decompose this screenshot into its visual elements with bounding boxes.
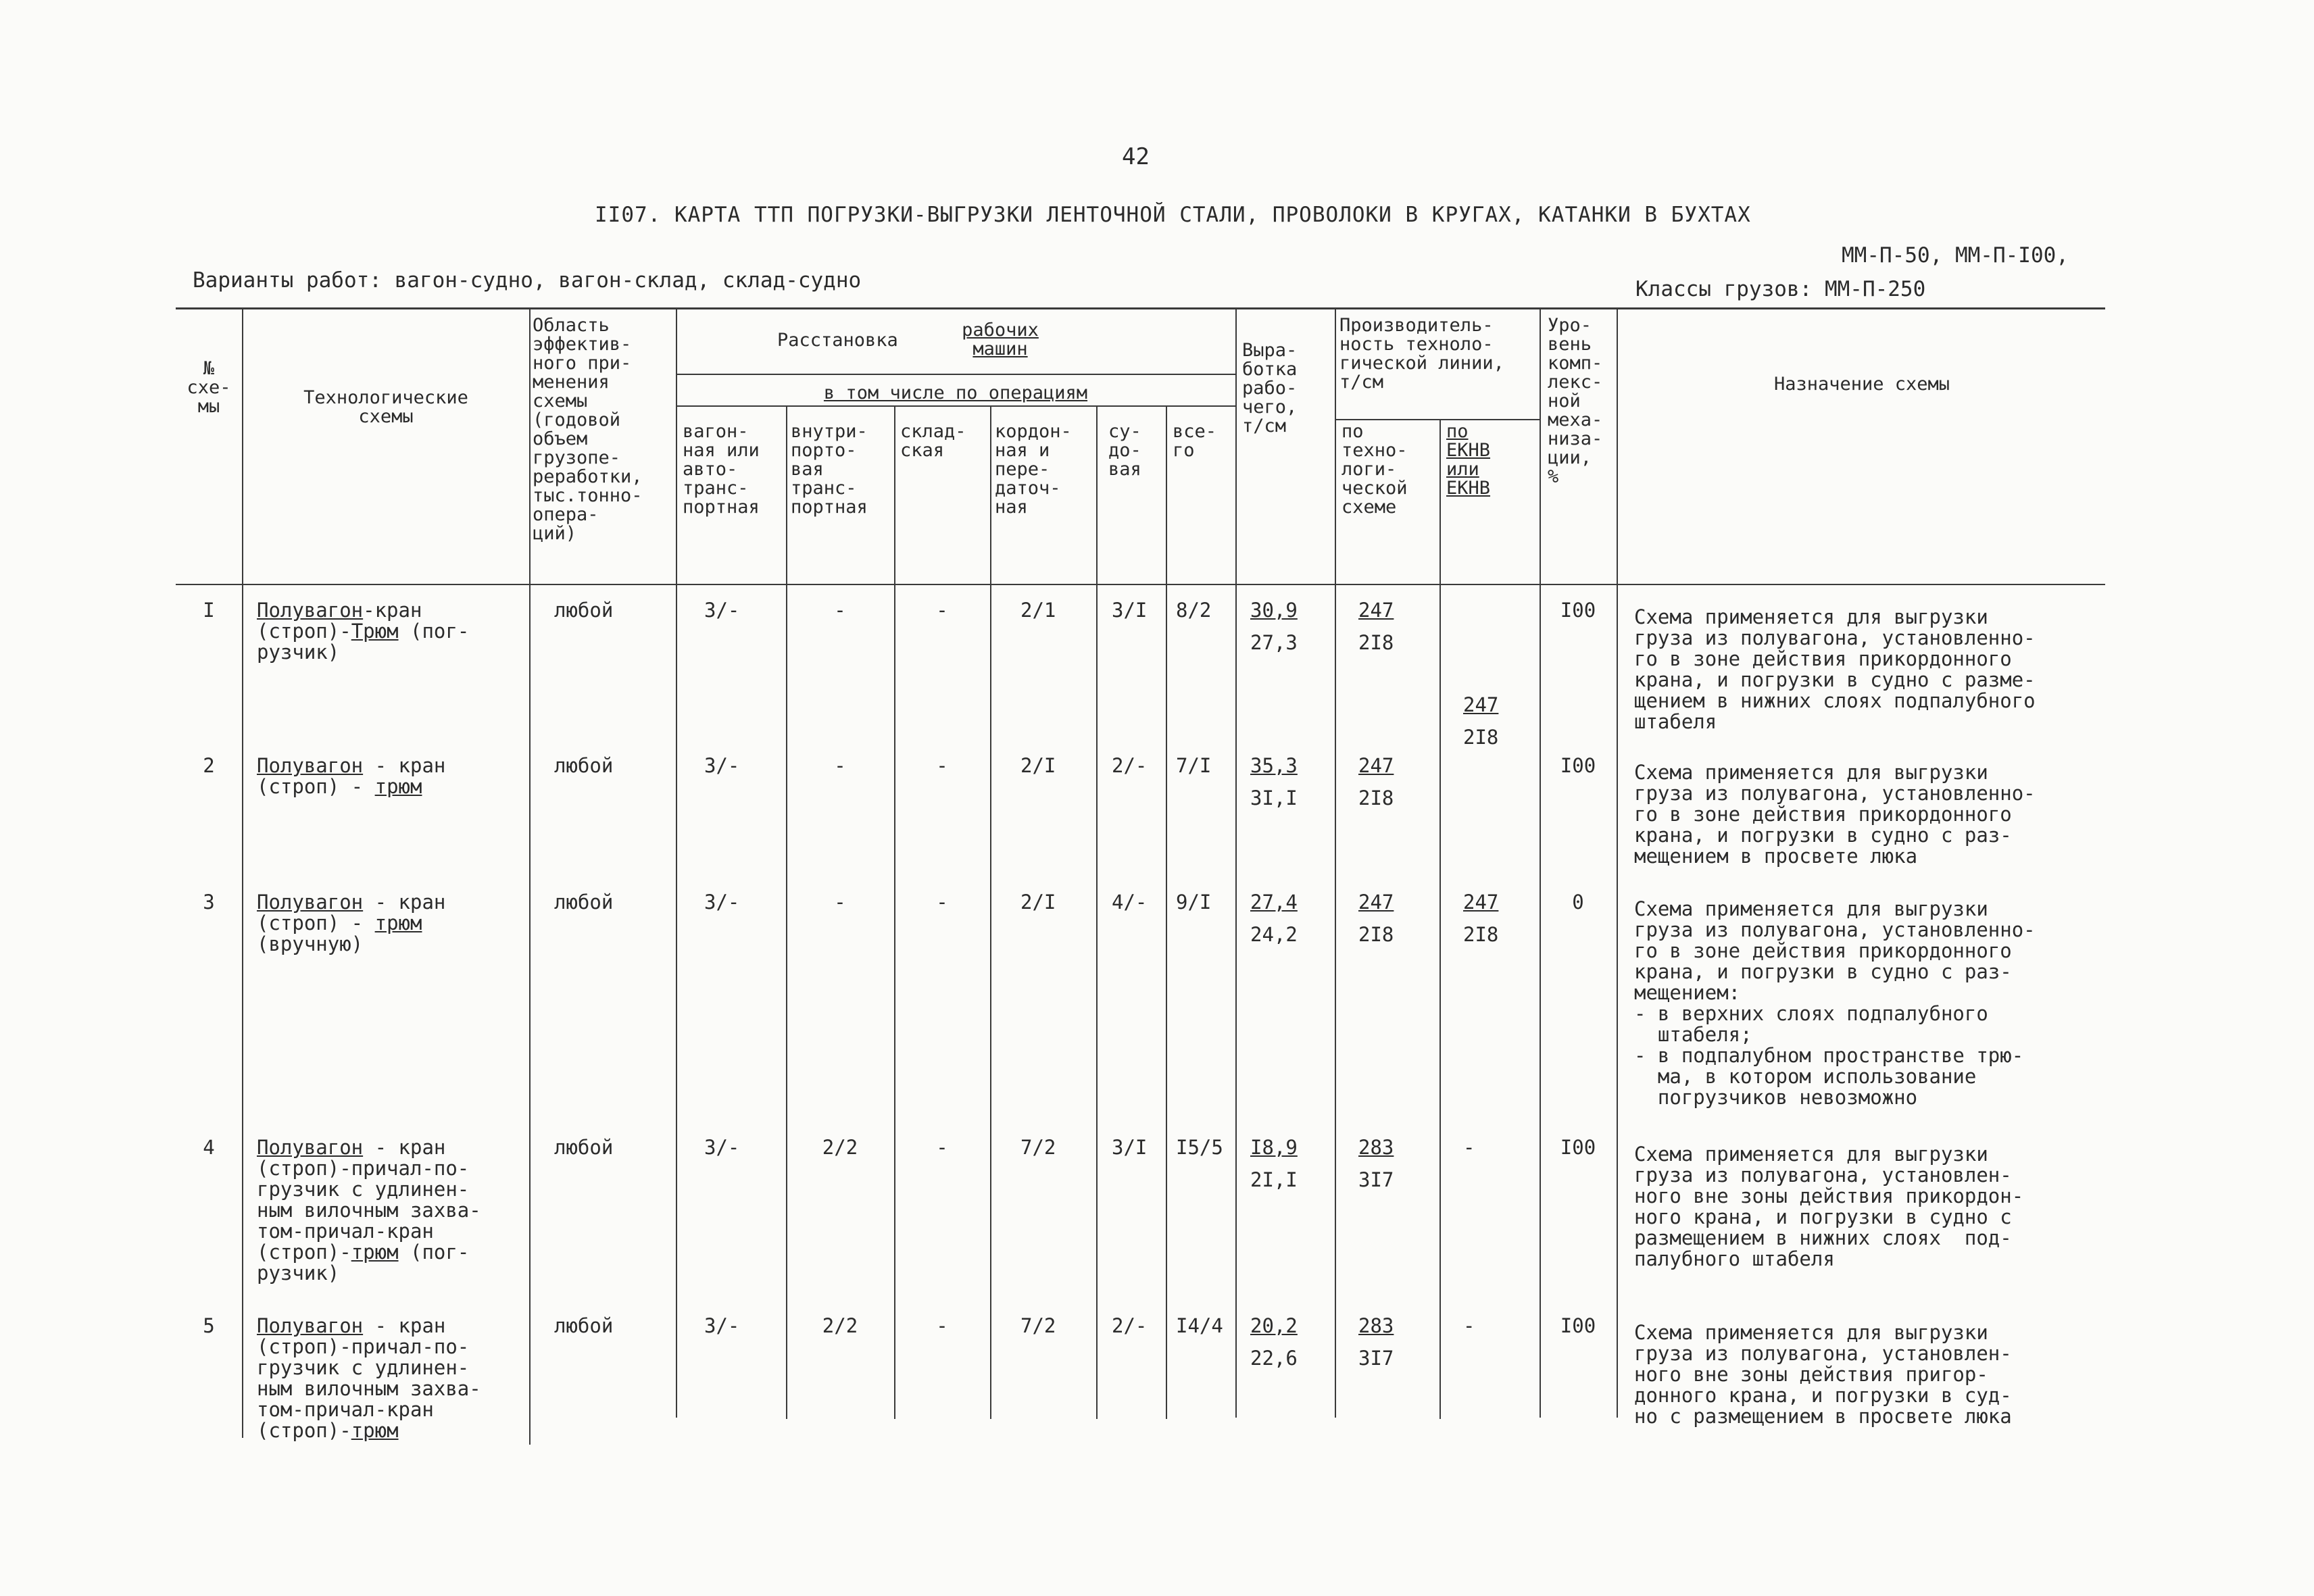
header-internal: внутри- порто- вая транс- портная	[791, 421, 868, 518]
row-wagon: 3/-	[704, 1136, 740, 1159]
row-ekhnv-bottom: 2I8	[1463, 923, 1499, 946]
row-tech-bottom: 3I7	[1358, 1347, 1394, 1370]
row-area: любой	[554, 891, 614, 914]
row-output-bottom: 27,3	[1250, 631, 1298, 654]
header-purpose: Назначение схемы	[1773, 374, 1950, 395]
row-output-bottom: 2I,I	[1250, 1168, 1298, 1191]
header-wagon: вагон- ная или авто- транс- портная	[683, 421, 760, 518]
col-divider	[1166, 405, 1167, 1419]
header-scheme: Технологические схемы	[303, 387, 468, 427]
row-tech-bottom: 2I8	[1358, 923, 1394, 946]
row-area: любой	[554, 1136, 614, 1159]
row-output-top: 30,9	[1250, 599, 1298, 622]
row-wagon: 3/-	[704, 599, 740, 622]
table-header-bottom-border	[176, 584, 2105, 585]
header-including-ops: в том числе по операциям	[823, 382, 1088, 403]
row-wagon: 3/-	[704, 1314, 740, 1337]
row-ekhnv-bottom: 2I8	[1463, 726, 1499, 749]
row-area: любой	[554, 1314, 614, 1337]
col-divider	[1540, 309, 1541, 1418]
row-purpose: Схема применяется для выгрузки груза из полувагона, установленно- го в зоне действия прикордонного крана, и погрузки в судно с раз- мещением в просвете люка	[1634, 761, 2036, 868]
row-total: I4/4	[1176, 1314, 1223, 1337]
row-wagon: 3/-	[704, 754, 740, 777]
header-num: № схе- мы	[187, 358, 231, 417]
row-kordon: 2/I	[1020, 754, 1056, 777]
col-divider	[1096, 405, 1098, 1419]
row-internal: -	[834, 599, 846, 622]
row-total: I5/5	[1176, 1136, 1223, 1159]
row-tech-top: 247	[1358, 891, 1394, 914]
row-scheme: Полувагон-кран (строп)-Трюм (пог- рузчик)	[257, 599, 470, 664]
col-divider	[529, 309, 531, 1445]
row-mech: I00	[1560, 1314, 1596, 1337]
col-divider	[990, 405, 991, 1419]
row-warehouse: -	[936, 891, 948, 914]
row-internal: 2/2	[822, 1314, 858, 1337]
row-warehouse: -	[936, 1136, 948, 1159]
row-num: 5	[203, 1314, 215, 1337]
row-tech-bottom: 3I7	[1358, 1168, 1394, 1191]
header-subdivider	[676, 374, 1235, 375]
row-scheme: Полувагон - кран (строп) - трюм	[257, 754, 446, 798]
col-divider	[1335, 309, 1336, 1418]
header-area: Область эффектив- ного при- менения схемы (годовой объем грузопе- реработки, тыс.тонно- опера- ций)	[533, 315, 643, 544]
row-ekhnv-top: 247	[1463, 693, 1499, 716]
row-internal: 2/2	[822, 1136, 858, 1159]
row-output-top: 27,4	[1250, 891, 1298, 914]
header-warehouse: склад- ская	[900, 421, 966, 461]
row-purpose: Схема применяется для выгрузки груза из полувагона, установлен- ного вне зоны действия прикордон- ного крана, и погрузки в судно с размещением в нижних слоях под- палубного штабеля	[1634, 1143, 2024, 1270]
row-ekhnv-top: -	[1463, 1136, 1475, 1159]
row-tech-top: 283	[1358, 1136, 1394, 1159]
row-warehouse: -	[936, 754, 948, 777]
cargo-classes-line1: ММ-П-50, ММ-П-I00,	[1842, 243, 2069, 268]
row-mech: I00	[1560, 1136, 1596, 1159]
row-num: 3	[203, 891, 215, 914]
row-total: 9/I	[1176, 891, 1212, 914]
page-number: 42	[1122, 143, 1150, 170]
row-output-bottom: 22,6	[1250, 1347, 1298, 1370]
row-ship: 3/I	[1112, 599, 1148, 622]
row-kordon: 7/2	[1020, 1136, 1056, 1159]
row-wagon: 3/-	[704, 891, 740, 914]
header-mech-level: Уро- вень комп- лекс- ной меха- низа- ции, %	[1548, 315, 1603, 487]
header-subdivider	[1335, 419, 1540, 420]
row-output-top: 35,3	[1250, 754, 1298, 777]
row-scheme: Полувагон - кран (строп) - трюм (вручную)	[257, 891, 446, 955]
row-mech: I00	[1560, 599, 1596, 622]
table-top-border	[176, 307, 2105, 309]
row-tech-bottom: 2I8	[1358, 787, 1394, 809]
row-ship: 3/I	[1112, 1136, 1148, 1159]
work-variants: Варианты работ: вагон-судно, вагон-склад, склад-судно	[193, 268, 862, 293]
row-purpose: Схема применяется для выгрузки груза из полувагона, установленно- го в зоне действия прикордонного крана, и погрузки в судно с разме- щением в нижних слоях подпалубного штабеля	[1634, 605, 2036, 733]
col-divider	[676, 309, 677, 1418]
header-kordon: кордон- ная и пере- даточ- ная	[995, 421, 1072, 518]
row-internal: -	[834, 754, 846, 777]
row-total: 7/I	[1176, 754, 1212, 777]
row-output-top: 20,2	[1250, 1314, 1298, 1337]
row-ship: 2/-	[1112, 1314, 1148, 1337]
header-by-ekhnv: по ЕКНВ или ЕКНВ	[1446, 421, 1491, 499]
row-mech: I00	[1560, 754, 1596, 777]
row-scheme: Полувагон - кран (строп)-причал-по- грузчик с удлинен- ным вилочным захва- том-причал-кран (строп)-трюм (пог- рузчик)	[257, 1136, 481, 1285]
col-divider	[1439, 419, 1441, 1419]
header-output: Выра- ботка рабо- чего, т/см	[1242, 340, 1298, 437]
row-warehouse: -	[936, 1314, 948, 1337]
header-ship: су- до- вая	[1108, 421, 1141, 480]
row-total: 8/2	[1176, 599, 1212, 622]
row-num: 4	[203, 1136, 215, 1159]
col-divider	[242, 309, 243, 1438]
row-tech-bottom: 2I8	[1358, 631, 1394, 654]
row-purpose: Схема применяется для выгрузки груза из полувагона, установлен- ного вне зоны действия пригор- донного крана, и погрузки в суд- но с размещением в просвете люка	[1634, 1321, 2012, 1428]
row-num: 2	[203, 754, 215, 777]
row-area: любой	[554, 754, 614, 777]
header-workers-machines: рабочих машин	[962, 320, 1039, 359]
header-by-tech: по техно- логи- ческой схеме	[1341, 421, 1408, 518]
row-purpose: Схема применяется для выгрузки груза из полувагона, установленно- го в зоне действия прикордонного крана, и погрузки в судно с раз- мещением: - в верхних слоях подпалубного штабеля; - в подпалубном пространстве трю- ма, в котором использование погрузчиков невозможно	[1634, 897, 2036, 1109]
row-num: I	[203, 599, 215, 622]
row-ship: 2/-	[1112, 754, 1148, 777]
row-output-bottom: 24,2	[1250, 923, 1298, 946]
header-subdivider	[676, 405, 1235, 407]
row-output-bottom: 3I,I	[1250, 787, 1298, 809]
row-kordon: 7/2	[1020, 1314, 1056, 1337]
row-kordon: 2/I	[1020, 891, 1056, 914]
row-mech: 0	[1572, 891, 1584, 914]
header-placement: Расстановка	[777, 330, 898, 351]
header-total: все- го	[1173, 421, 1217, 461]
row-scheme: Полувагон - кран (строп)-причал-по- грузчик с удлинен- ным вилочным захва- том-причал-кран (строп)-трюм	[257, 1314, 481, 1442]
header-productivity: Производитель- ность техноло- гической линии, т/см	[1339, 315, 1504, 393]
row-internal: -	[834, 891, 846, 914]
row-tech-top: 247	[1358, 599, 1394, 622]
row-ekhnv-top: 247	[1463, 891, 1499, 914]
row-ekhnv-top: -	[1463, 1314, 1475, 1337]
row-ship: 4/-	[1112, 891, 1148, 914]
row-kordon: 2/1	[1020, 599, 1056, 622]
col-divider	[1617, 309, 1618, 1418]
col-divider	[1235, 309, 1237, 1418]
row-area: любой	[554, 599, 614, 622]
row-warehouse: -	[936, 599, 948, 622]
row-output-top: I8,9	[1250, 1136, 1298, 1159]
document-title: II07. КАРТА ТТП ПОГРУЗКИ-ВЫГРУЗКИ ЛЕНТОЧНОЙ СТАЛИ, ПРОВОЛОКИ В КРУГАХ, КАТАНКИ В БУХТАХ	[595, 203, 1751, 227]
row-tech-top: 283	[1358, 1314, 1394, 1337]
cargo-classes-line2: Классы грузов: ММ-П-250	[1635, 277, 1926, 301]
row-tech-top: 247	[1358, 754, 1394, 777]
